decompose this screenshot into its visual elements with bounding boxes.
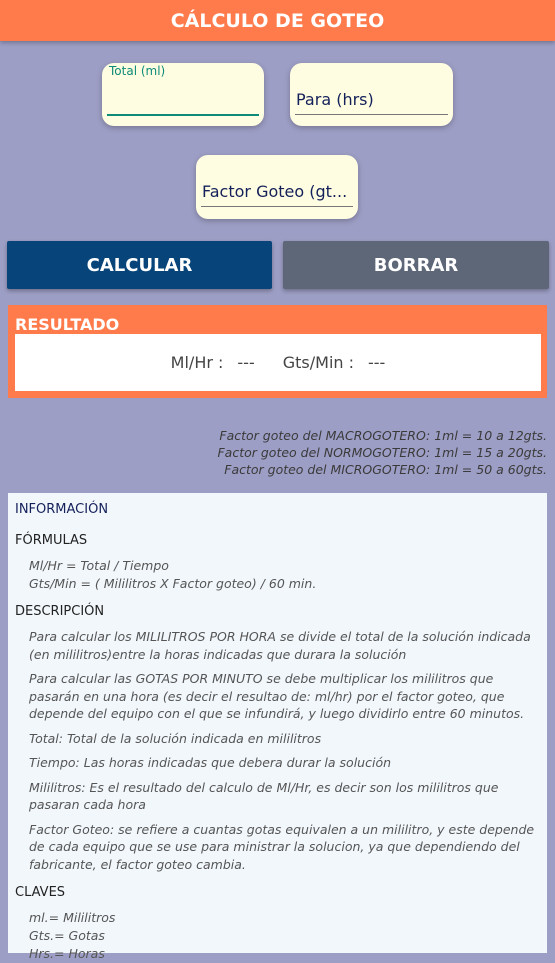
para-hrs-input[interactable] — [290, 63, 453, 126]
factor-notes — [217, 427, 547, 478]
gtsmin-value: --- — [368, 353, 386, 372]
formula-line: Ml/Hr = Total / Tiempo — [29, 558, 169, 573]
note-microgotero: Factor goteo del MICROGOTERO: 1ml = 50 a 60gts. — [224, 462, 547, 477]
app-title: CÁLCULO DE GOTEO — [170, 9, 385, 32]
total-ml-label: Total (ml) — [109, 64, 166, 78]
descripcion-paragraph: Tiempo: Las horas indicadas que debera durar la solución — [29, 755, 392, 770]
formula-line: Gts/Min = ( Mililitros X Factor goteo) / 60 min. — [29, 575, 317, 591]
borrar-button[interactable]: BORRAR — [283, 241, 549, 289]
calcular-button[interactable]: CALCULAR — [7, 241, 272, 289]
descripcion-paragraph: Total: Total de la solución indicada en mililitros — [29, 730, 322, 746]
para-hrs-underline — [295, 114, 448, 115]
para-hrs-placeholder: Para (hrs) — [296, 90, 374, 109]
result-box — [15, 334, 541, 391]
claves-heading: CLAVES — [15, 885, 66, 900]
note-macrogotero: Factor goteo del MACROGOTERO: 1ml = 10 a 12gts. — [219, 428, 547, 443]
gtsmin-label: Gts/Min : — [282, 353, 354, 372]
descripcion-paragraph: Para calcular las GOTAS POR MINUTO se debe multiplicar los mililitros que pasarán en una hora (es decir el resultao de: ml/hr) por el factor goteo, que depende del equipo con el que se infundirá, y luego dividirlo entre 60 minutos. — [29, 671, 525, 721]
info-panel[interactable] — [8, 493, 547, 961]
factor-goteo-underline — [201, 206, 353, 207]
app-title-bar — [0, 0, 555, 41]
descripcion-heading: DESCRIPCIÓN — [15, 604, 105, 619]
clave-line: Hrs.= Horas — [29, 946, 105, 961]
mlhr-label: Ml/Hr : — [170, 353, 224, 372]
formulas-list — [15, 557, 540, 592]
factor-goteo-placeholder: Factor Goteo (gt... — [202, 182, 348, 201]
total-ml-underline — [107, 114, 259, 116]
total-ml-input[interactable] — [102, 63, 264, 126]
mlhr-value: --- — [237, 353, 255, 372]
factor-goteo-input[interactable] — [196, 155, 358, 219]
formulas-heading: FÓRMULAS — [15, 533, 88, 548]
descripcion-paragraph: Para calcular los MILILITROS POR HORA se divide el total de la solución indicada (en mililitros)entre la horas indicadas que durara la solución — [29, 629, 531, 662]
result-panel — [8, 305, 547, 398]
descripcion-list — [15, 628, 540, 873]
descripcion-paragraph: Factor Goteo: se refiere a cuantas gotas equivalen a un mililitro, y este depende de cada equipo que se use para ministrar la solucion, ya que dependiendo del fabricante, el factor goteo cambia. — [29, 821, 535, 872]
claves-list — [15, 909, 540, 963]
clave-line: ml.= Mililitros — [29, 910, 116, 925]
note-normogotero: Factor goteo del NORMOGOTERO: 1ml = 15 a 20gts. — [217, 445, 547, 460]
result-title: RESULTADO — [15, 315, 120, 334]
descripcion-paragraph: Mililitros: Es el resultado del calculo de Ml/Hr, es decir son los mililitros que pasaran cada hora — [29, 779, 499, 812]
clave-line: Gts.= Gotas — [29, 928, 105, 943]
info-title: INFORMACIÓN — [15, 502, 109, 517]
